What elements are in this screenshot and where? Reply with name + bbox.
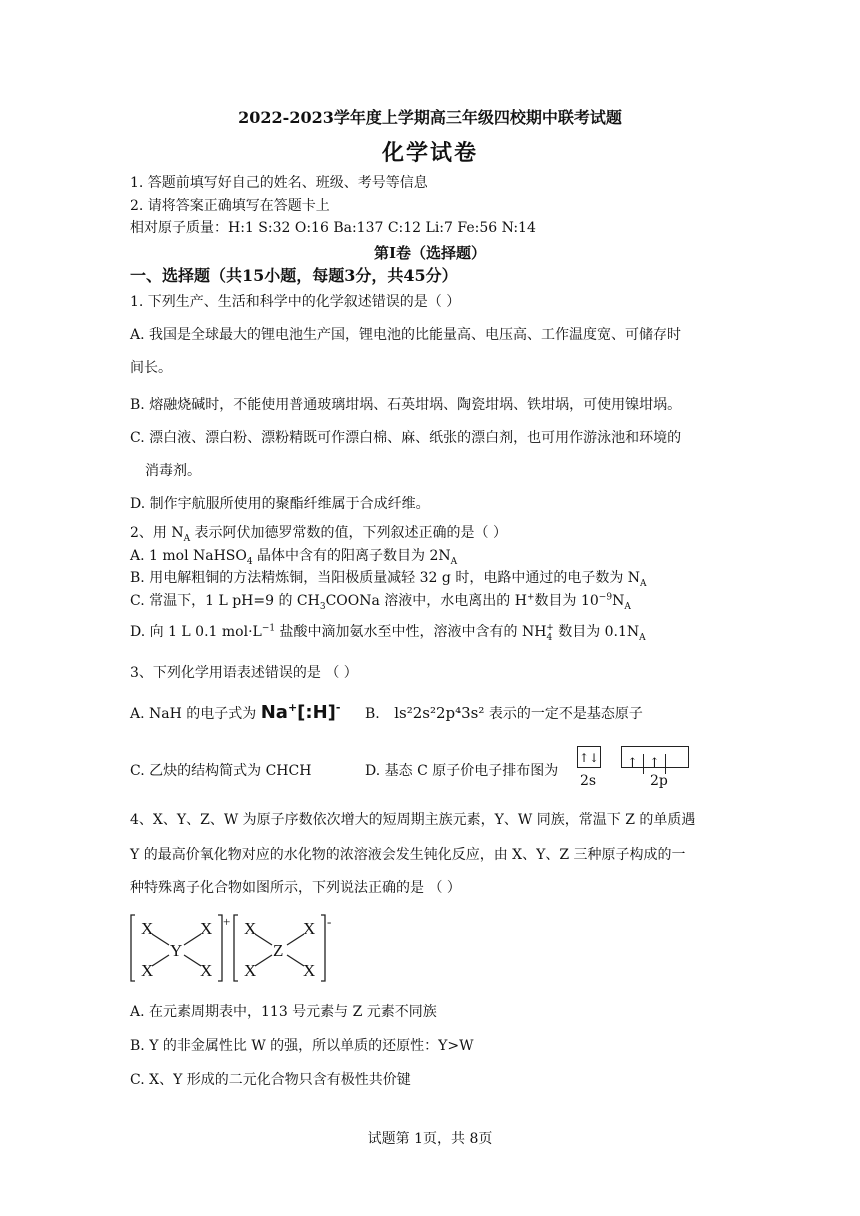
- orbital-2s-box: ↑↓: [577, 746, 601, 768]
- q2-option-a: A. 1 mol NaHSO$_4$ 晶体中含有的阳离子数目为 $2N_A$: [130, 548, 458, 567]
- exam-title: 2022-2023学年度上学期高三年级四校期中联考试题: [238, 108, 622, 127]
- fig-x8: X: [303, 961, 316, 980]
- q3-option-a: A. NaH 的电子式为 Na+[:H]-: [130, 701, 341, 723]
- ionic-compound-figure: [128, 912, 348, 984]
- q3-option-c: C. 乙炔的结构简式为 CHCH: [130, 763, 312, 779]
- right-bracket-open: [234, 915, 238, 981]
- q4-option-b: B. Y 的非金属性比 W 的强，所以单质的还原性：Y>W: [130, 1038, 474, 1054]
- fig-z: Z: [273, 941, 284, 960]
- fig-x4: X: [200, 961, 213, 980]
- fig-x7: X: [244, 961, 257, 980]
- fig-x3: X: [141, 961, 154, 980]
- nah-electron-formula: Na+[:H]-: [260, 701, 341, 723]
- fig-x5: X: [244, 919, 257, 938]
- note-1: 1. 答题前填写好自己的姓名、班级、考号等信息: [130, 175, 428, 191]
- q1-option-b: B. 熔融烧碱时，不能使用普通玻璃坩埚、石英坩埚、陶瓷坩埚、铁坩埚，可使用镍坩埚。: [130, 397, 682, 413]
- part-title: 一、选择题（共15小题，每题3分，共45分）: [130, 266, 458, 285]
- q4-option-a: A. 在元素周期表中，113 号元素与 Z 元素不同族: [130, 1004, 437, 1020]
- subject-title: 化学试卷: [381, 140, 478, 166]
- orbital-2s-label: 2s: [580, 773, 597, 789]
- q4-stem-line3: 种特殊离子化合物如图所示，下列说法正确的是 （ ）: [130, 880, 461, 896]
- fig-y: Y: [170, 941, 183, 960]
- q4-stem-line1: 4、X、Y、Z、W 为原子序数依次增大的短周期主族元素，Y、W 同族，常温下 Z 的单质遇: [130, 812, 696, 828]
- q2-option-d: D. 向 1 L 0.1 $mol\cdot L^{-1}$ 盐酸中滴加氨水至中性，溶液中含有的 $NH_4^+$ 数目为 $0.1N_A$: [130, 623, 646, 643]
- left-bracket-open: [131, 915, 135, 981]
- section-title: 第Ⅰ卷（选择题）: [373, 244, 487, 262]
- q3-stem: 3、下列化学用语表述错误的是 （ ）: [130, 665, 358, 681]
- q1-stem: 1. 下列生产、生活和科学中的化学叙述错误的是（ ）: [130, 294, 461, 310]
- q1-option-d: D. 制作宇航服所使用的聚酯纤维属于合成纤维。: [130, 496, 430, 512]
- fig-plus: +: [223, 914, 231, 929]
- fig-minus: -: [327, 914, 332, 929]
- fig-x6: X: [303, 919, 316, 938]
- right-bracket-close: [321, 915, 325, 981]
- q2-stem: 2、用 $N_A$ 表示阿伏加德罗常数的值，下列叙述正确的是（ ）: [130, 525, 508, 544]
- fig-x2: X: [200, 919, 213, 938]
- orbital-2p-label: 2p: [650, 773, 668, 789]
- q1-option-c-line1: C. 漂白液、漂白粉、漂粉精既可作漂白棉、麻、纸张的漂白剂，也可用作游泳池和环境的: [130, 430, 682, 446]
- q2-option-c: C. 常温下，1 L pH=9 的 $CH_3COONa$ 溶液中，水电离出的 H+数目为 $10^{-9}N_A$: [130, 592, 631, 612]
- q2-option-b: B. 用电解粗铜的方法精炼铜，当阳极质量减轻 32 g 时，电路中通过的电子数为 $N_A$: [130, 570, 647, 589]
- q1-option-c-line2: 消毒剂。: [145, 463, 201, 479]
- page-footer: 试题第 1页，共 8页: [367, 1131, 493, 1147]
- note-2: 2. 请将答案正确填写在答题卡上: [130, 198, 330, 214]
- q1-option-a-line1: A. 我国是全球最大的锂电池生产国，锂电池的比能量高、电压高、工作温度宽、可储存时: [130, 327, 682, 343]
- fig-x1: X: [141, 919, 154, 938]
- q4-stem-line2: Y 的最高价氧化物对应的水化物的浓溶液会发生钝化反应，由 X、Y、Z 三种原子构成的一: [130, 847, 686, 863]
- left-bracket-close: [218, 915, 222, 981]
- q3-option-b: B. ls²2s²2p⁴3s² 表示的一定不是基态原子: [365, 704, 643, 722]
- orbital-2p-box: ↑ ↑: [621, 746, 689, 768]
- q3-option-d: D. 基态 C 原子价电子排布图为: [365, 763, 559, 779]
- atomic-masses: 相对原子质量：H:1 S:32 O:16 Ba:137 C:12 Li:7 Fe:56 N:14: [130, 220, 536, 236]
- q4-option-c: C. X、Y 形成的二元化合物只含有极性共价键: [130, 1072, 411, 1088]
- q1-option-a-line2: 间长。: [130, 360, 172, 376]
